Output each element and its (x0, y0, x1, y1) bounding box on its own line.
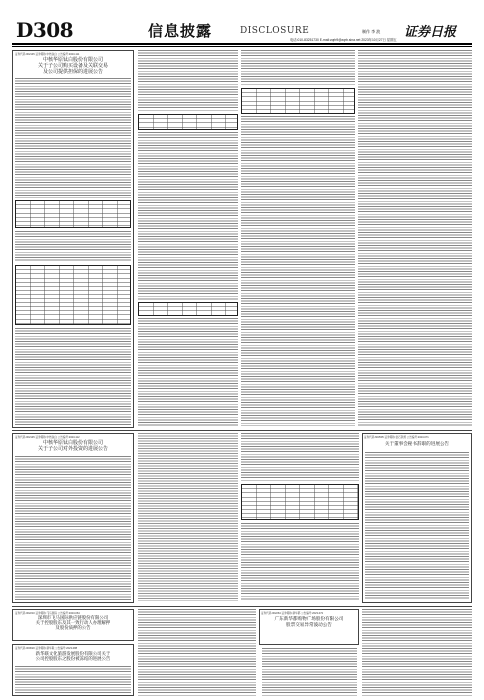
article-code-1: 证券代码:002145 证券简称:中核钛白 公告编号:2023-111 (15, 53, 80, 56)
article-body-6a (138, 433, 238, 601)
section-title-cn: 信息披露 (148, 22, 213, 40)
masthead-rule (12, 43, 472, 45)
article-title-5: 新华联文化旅游发展股份有限公司关于 公司控股股东之股份被冻结的进展公告 (35, 652, 111, 663)
page-number: D308 (16, 18, 74, 42)
article-title-4: 深圳市飞马国际供应链股份有限公司 关于控股股东及其一致行动人办理解押 及股份质押的公告 (35, 616, 111, 632)
article-title-1: 中核华原钛白股份有限公司 关于子公司购买设备及关联交易 及公司提供担保的进展公告 (37, 57, 108, 75)
article-body-1b (15, 231, 131, 261)
article-body-2b (138, 132, 238, 300)
article-code-4: 证券代码:002210 证券简称:飞马国际 公告编号:2023-064 (15, 612, 80, 615)
table-5 (241, 88, 355, 114)
masthead (0, 0, 484, 44)
section-divider-2 (12, 606, 472, 607)
table-4 (138, 302, 238, 316)
article-title-6: 广东新华都购物广场股份有限公司 股票交易异常波动公告 (274, 617, 344, 628)
article-body-3a (241, 50, 355, 86)
table-6 (241, 484, 359, 520)
article-body-5 (15, 456, 131, 601)
article-body-2c (138, 318, 238, 426)
table-3 (138, 114, 238, 130)
article-body-1a (15, 78, 131, 198)
section-title-en: DISCLOSURE (240, 26, 310, 36)
article-title-3: 关于董事会秘书辞职的进展公告 (384, 442, 450, 447)
article-body-2a (138, 50, 238, 112)
newspaper-logo: 证券日报 (404, 25, 457, 40)
article-body-9 (262, 648, 357, 696)
table-1 (15, 200, 131, 228)
article-code-6: 证券代码:002264 证券简称:新华都 公告编号:2023-072 (261, 612, 324, 615)
article-body-7 (365, 452, 469, 600)
article-code-5: 证券代码:000620 证券简称:新华联 公告编号:2023-088 (15, 647, 78, 650)
article-body-11 (15, 666, 131, 694)
article-body-4 (358, 50, 472, 426)
article-body-10 (362, 609, 472, 697)
article-code-2: 证券代码:002145 证券简称:中核钛白 公告编号:2023-112 (15, 436, 80, 439)
article-body-6b (241, 433, 359, 481)
masthead-rule-thin (12, 46, 472, 47)
article-body-1c (15, 328, 131, 426)
article-body-6c (241, 523, 359, 601)
article-body-3b (241, 116, 355, 426)
editor-credit: 制作 李 波 (362, 29, 381, 34)
section-divider-1 (12, 430, 472, 431)
contact-meta: 电话:010-83251730 E-mail:zqrb9@zqrb.sina.net 2023年10月27日 星期五 (290, 38, 397, 42)
article-code-3: 证券代码:603505 证券简称:金石资源 公告编号:2023-071 (364, 436, 429, 439)
table-2 (15, 265, 131, 325)
article-title-2: 中核华原钛白股份有限公司 关于子公司对外投资的进展公告 (37, 440, 108, 452)
article-body-8 (138, 609, 256, 697)
